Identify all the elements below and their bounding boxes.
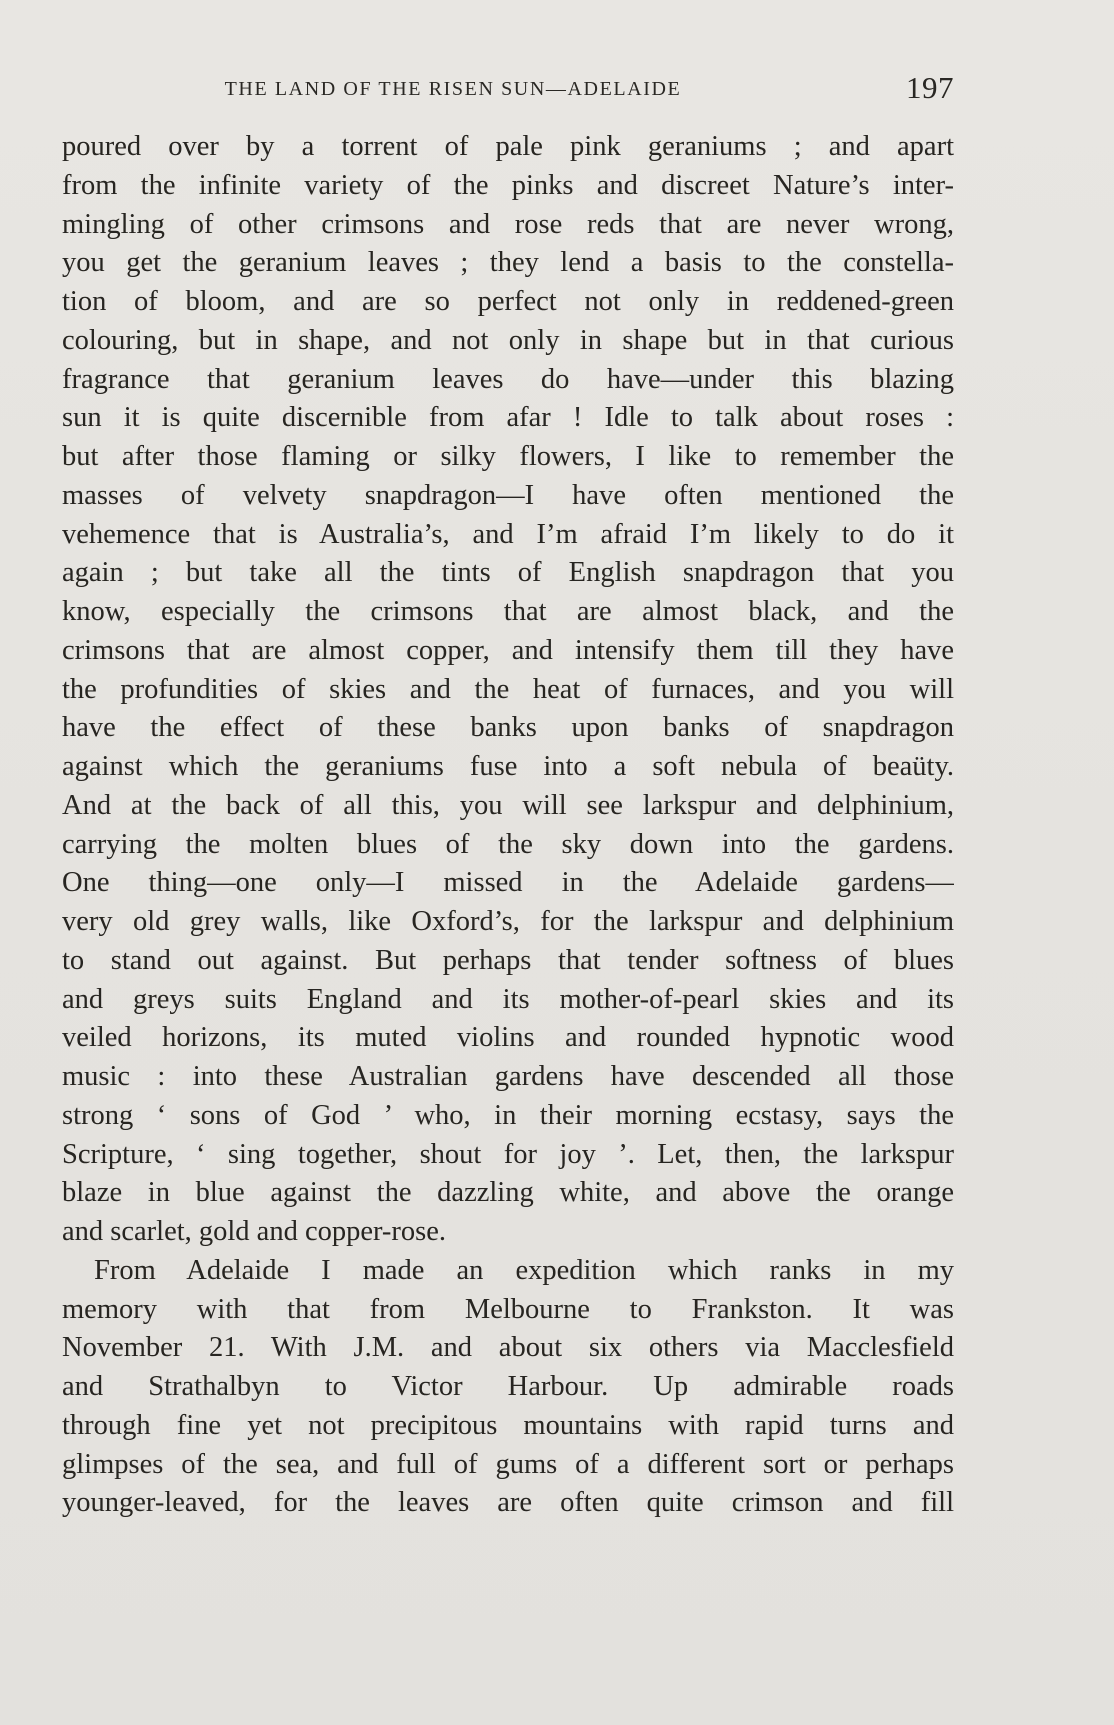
text-line: to stand out against. But perhaps that tender softness of blues xyxy=(62,944,954,976)
text-line: strong ‘ sons of God ’ who, in their morning ecstasy, says the xyxy=(62,1099,954,1131)
page-number: 197 xyxy=(906,70,954,105)
text-line: Scripture, ‘ sing together, shout for joy ’. Let, then, the larkspur xyxy=(62,1138,954,1170)
text-line: again ; but take all the tints of English snapdragon that you xyxy=(62,557,954,589)
text-line: glimpses of the sea, and full of gums of a different sort or perhaps xyxy=(62,1448,954,1480)
text-line: but after those flaming or silky flowers, I like to remember the xyxy=(62,441,954,472)
text-line: very old grey walls, like Oxford’s, for the larkspur and delphinium xyxy=(62,906,954,937)
text-line: from the infinite variety of the pinks and discreet Nature’s inter- xyxy=(62,169,954,201)
text-line: sun it is quite discernible from afar ! Idle to talk about roses : xyxy=(62,402,954,434)
text-line: against which the geraniums fuse into a soft nebula of beaüty. xyxy=(62,751,954,782)
text-line: and greys suits England and its mother-of-pearl skies and its xyxy=(62,983,954,1015)
text-line: music : into these Australian gardens have descended all those xyxy=(62,1061,954,1092)
text-line: And at the back of all this, you will see larkspur and delphinium, xyxy=(62,789,954,821)
text-line: mingling of other crimsons and rose reds that are never wrong, xyxy=(62,208,954,240)
text-line: blaze in blue against the dazzling white, and above the orange xyxy=(62,1177,954,1209)
text-line: carrying the molten blues of the sky down into the gardens. xyxy=(62,828,954,860)
text-line: One thing—one only—I missed in the Adelaide gardens— xyxy=(62,867,954,899)
text-line: tion of bloom, and are so perfect not only in reddened-green xyxy=(62,286,954,317)
chapter-title: THE LAND OF THE RISEN SUN—ADELAIDE xyxy=(224,78,682,100)
text-line: poured over by a torrent of pale pink geraniums ; and apart xyxy=(62,131,954,162)
text-line: fragrance that geranium leaves do have—under this blazing xyxy=(62,363,954,395)
text-line: colouring, but in shape, and not only in shape but in that curious xyxy=(62,324,954,356)
text-line: November 21. With J.M. and about six others via Macclesfield xyxy=(62,1332,954,1364)
text-line: younger-leaved, for the leaves are often quite crimson and fill xyxy=(62,1487,954,1519)
running-head xyxy=(62,70,954,106)
text-line: through fine yet not precipitous mountains with rapid turns and xyxy=(62,1409,954,1441)
text-line: vehemence that is Australia’s, and I’m afraid I’m likely to do it xyxy=(62,518,954,550)
text-line: know, especially the crimsons that are almost black, and the xyxy=(62,596,954,627)
body-text xyxy=(62,128,954,1523)
paragraph-last-line: and scarlet, gold and copper-rose. xyxy=(62,1216,447,1247)
paragraph-first-line: From Adelaide I made an expedition which ranks in my xyxy=(94,1254,954,1286)
text-line: and Strathalbyn to Victor Harbour. Up admirable roads xyxy=(62,1371,954,1402)
text-line: crimsons that are almost copper, and intensify them till they have xyxy=(62,634,954,666)
text-line: have the effect of these banks upon banks of snapdragon xyxy=(62,712,954,744)
text-line: memory with that from Melbourne to Frankston. It was xyxy=(62,1293,954,1325)
text-line: veiled horizons, its muted violins and rounded hypnotic wood xyxy=(62,1022,954,1054)
text-line: you get the geranium leaves ; they lend a basis to the constella- xyxy=(62,247,954,279)
text-line: the profundities of skies and the heat of furnaces, and you will xyxy=(62,673,954,705)
text-line: masses of velvety snapdragon—I have often mentioned the xyxy=(62,479,954,511)
